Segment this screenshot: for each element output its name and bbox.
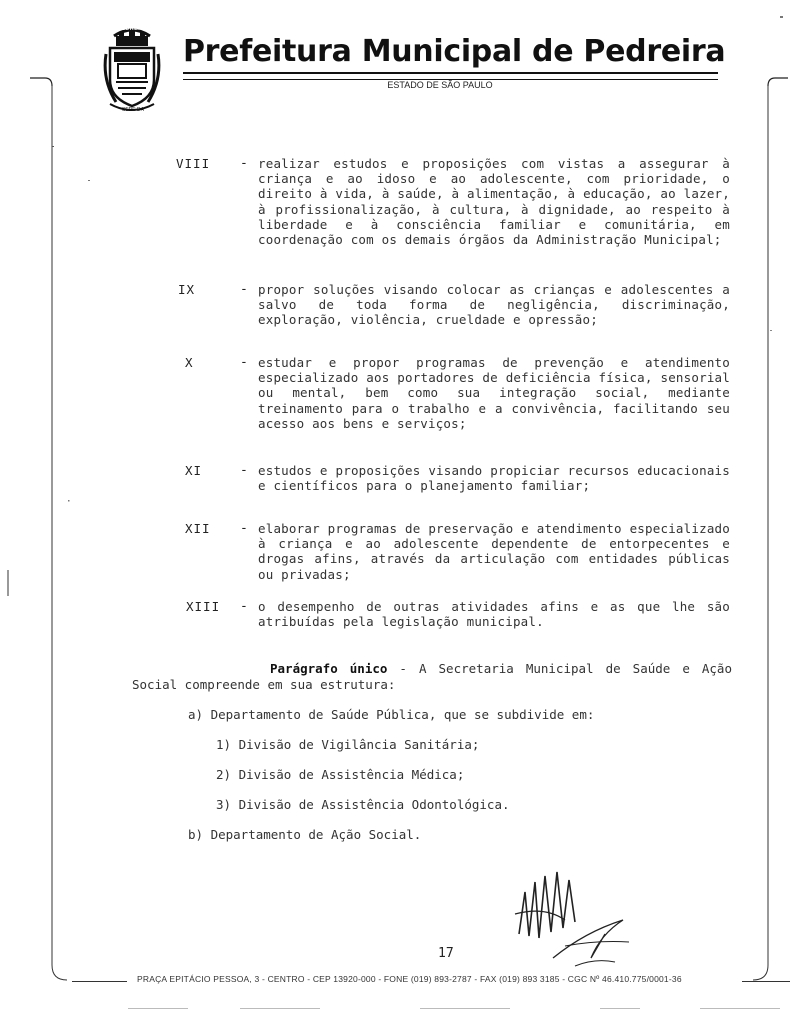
item-number: XII	[185, 521, 211, 536]
item-number: XI	[185, 463, 203, 478]
page-title: Prefeitura Municipal de Pedreira	[183, 34, 726, 69]
paragraph-text: - A Secretaria Municipal de Saúde e Ação Social compreende em sua estrutura:	[132, 661, 732, 692]
footer-address: PRAÇA EPITÁCIO PESSOA, 3 - CENTRO - CEP 13920-000 - FONE (019) 893-2787 - FAX (019) 893 3185 - CGC Nº 46.410.775/0001-36	[137, 974, 682, 984]
state-subtitle: ESTADO DE SÃO PAULO	[387, 80, 493, 90]
subitem-a: a) Departamento de Saúde Pública, que se subdivide em:	[188, 707, 595, 722]
item-number: VIII	[176, 156, 211, 171]
crest-top-text: PEDREIRA	[117, 26, 149, 32]
subitem-a1: 1) Divisão de Vigilância Sanitária;	[216, 737, 480, 752]
item-dash: -	[240, 355, 248, 370]
item-text: propor soluções visando colocar as crianças e adolescentes a salvo de toda forma de negligência, discriminação, exploração, violência, crueldade e opressão;	[258, 282, 730, 328]
paragraph-unico	[132, 661, 732, 693]
signature-icon	[505, 862, 635, 972]
page-number: 17	[438, 946, 454, 961]
footer-rule-left	[72, 981, 127, 982]
footer-rule-right	[742, 981, 790, 982]
subitem-b: b) Departamento de Ação Social.	[188, 827, 422, 842]
item-dash: -	[240, 282, 248, 297]
item-text: realizar estudos e proposições com vistas a assegurar à criança e ao idoso e ao adolescente, com prioridade, o direito à vida, à saúde, à alimentação, à educação, ao lazer, à profissionalização, à cultura, à dignidade, ao respeito à liberdade e à consciência familiar e comunitária, em coordenação com os demais órgãos da Administração Municipal;	[258, 156, 730, 248]
paragraph-label: Parágrafo único	[270, 661, 388, 676]
item-text: estudos e proposições visando propiciar recursos educacionais e científicos para o planejamento familiar;	[258, 463, 730, 494]
item-dash: -	[240, 521, 248, 536]
crest-bottom-text: SEDE DA	[122, 107, 144, 113]
subitem-a2: 2) Divisão de Assistência Médica;	[216, 767, 465, 782]
item-text: estudar e propor programas de prevenção e atendimento especializado aos portadores de deficiência física, sensorial ou mental, bem como sua integração social, mediante treinamento para o trabalho e a convivência, facilitando seu acesso aos bens e serviços;	[258, 355, 730, 431]
subitem-a3: 3) Divisão de Assistência Odontológica.	[216, 797, 510, 812]
item-number: X	[185, 355, 194, 370]
item-dash: -	[240, 463, 248, 478]
item-text: elaborar programas de preservação e atendimento especializado à criança e ao adolescente dependente de entorpecentes e drogas afins, através da articulação com entidades públicas ou privadas;	[258, 521, 730, 582]
item-number: XIII	[186, 599, 221, 614]
item-dash: -	[240, 599, 248, 614]
item-number: IX	[178, 282, 196, 297]
item-dash: -	[240, 156, 248, 171]
footer	[40, 974, 792, 988]
item-text: o desempenho de outras atividades afins e as que lhe são atribuídas pela legislação municipal.	[258, 599, 730, 630]
